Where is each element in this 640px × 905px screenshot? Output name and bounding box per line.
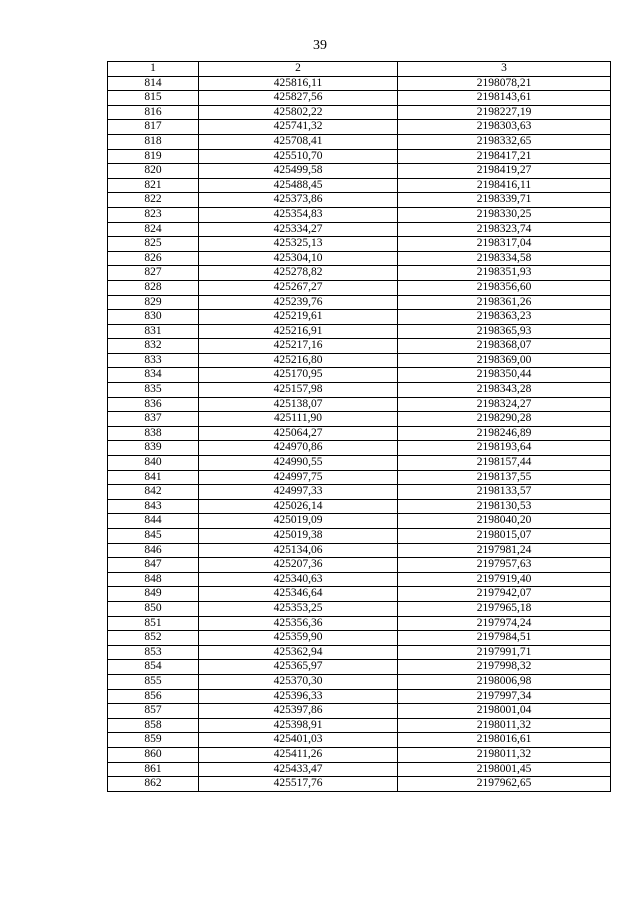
x-coordinate-cell: 425134,06	[199, 543, 398, 558]
x-coordinate-cell: 424997,75	[199, 470, 398, 485]
point-number-cell: 847	[108, 558, 199, 573]
x-coordinate-cell: 425370,30	[199, 674, 398, 689]
table-row	[108, 529, 611, 544]
point-number-cell: 862	[108, 777, 199, 792]
point-number-cell: 828	[108, 280, 199, 295]
table-row	[108, 266, 611, 281]
x-coordinate-cell: 425346,64	[199, 587, 398, 602]
point-number-cell: 826	[108, 251, 199, 266]
table-row	[108, 222, 611, 237]
x-coordinate-cell: 425499,58	[199, 164, 398, 179]
x-coordinate-cell: 425340,63	[199, 572, 398, 587]
x-coordinate-cell: 425325,13	[199, 237, 398, 252]
y-coordinate-cell: 2198350,44	[398, 368, 611, 383]
y-coordinate-cell: 2197957,63	[398, 558, 611, 573]
y-coordinate-cell: 2198011,32	[398, 747, 611, 762]
point-number-cell: 838	[108, 426, 199, 441]
y-coordinate-cell: 2198040,20	[398, 514, 611, 529]
y-coordinate-cell: 2197974,24	[398, 616, 611, 631]
table-row	[108, 324, 611, 339]
y-coordinate-cell: 2198416,11	[398, 178, 611, 193]
x-coordinate-cell: 425816,11	[199, 76, 398, 91]
x-coordinate-cell: 425217,16	[199, 339, 398, 354]
y-coordinate-cell: 2198157,44	[398, 456, 611, 471]
y-coordinate-cell: 2198339,71	[398, 193, 611, 208]
x-coordinate-cell: 425398,91	[199, 718, 398, 733]
x-coordinate-cell: 425138,07	[199, 397, 398, 412]
y-coordinate-cell: 2197919,40	[398, 572, 611, 587]
x-coordinate-cell: 425411,26	[199, 747, 398, 762]
x-coordinate-cell: 425026,14	[199, 499, 398, 514]
y-coordinate-cell: 2198015,07	[398, 529, 611, 544]
y-coordinate-cell: 2198324,27	[398, 397, 611, 412]
y-coordinate-cell: 2197998,32	[398, 660, 611, 675]
x-coordinate-cell: 424990,55	[199, 456, 398, 471]
y-coordinate-cell: 2197962,65	[398, 777, 611, 792]
table-row	[108, 514, 611, 529]
table-row	[108, 295, 611, 310]
point-number-cell: 814	[108, 76, 199, 91]
point-number-cell: 833	[108, 353, 199, 368]
x-coordinate-cell: 425019,09	[199, 514, 398, 529]
point-number-cell: 861	[108, 762, 199, 777]
x-coordinate-cell: 425354,83	[199, 207, 398, 222]
table-row	[108, 572, 611, 587]
table-row	[108, 120, 611, 135]
point-number-cell: 830	[108, 310, 199, 325]
x-coordinate-cell: 425216,91	[199, 324, 398, 339]
point-number-cell: 844	[108, 514, 199, 529]
table-row	[108, 412, 611, 427]
y-coordinate-cell: 2198361,26	[398, 295, 611, 310]
point-number-cell: 832	[108, 339, 199, 354]
table-row	[108, 237, 611, 252]
y-coordinate-cell: 2198016,61	[398, 733, 611, 748]
point-number-cell: 820	[108, 164, 199, 179]
x-coordinate-cell: 425304,10	[199, 251, 398, 266]
point-number-cell: 815	[108, 91, 199, 106]
x-coordinate-cell: 425396,33	[199, 689, 398, 704]
y-coordinate-cell: 2198290,28	[398, 412, 611, 427]
x-coordinate-cell: 425207,36	[199, 558, 398, 573]
table-body	[108, 76, 611, 791]
x-coordinate-cell: 425239,76	[199, 295, 398, 310]
x-coordinate-cell: 425278,82	[199, 266, 398, 281]
x-coordinate-cell: 425433,47	[199, 762, 398, 777]
point-number-cell: 845	[108, 529, 199, 544]
x-coordinate-cell: 425741,32	[199, 120, 398, 135]
table-row	[108, 718, 611, 733]
point-number-cell: 834	[108, 368, 199, 383]
y-coordinate-cell: 2198332,65	[398, 134, 611, 149]
y-coordinate-cell: 2197981,24	[398, 543, 611, 558]
x-coordinate-cell: 425334,27	[199, 222, 398, 237]
y-coordinate-cell: 2197984,51	[398, 631, 611, 646]
table-row	[108, 164, 611, 179]
y-coordinate-cell: 2198137,55	[398, 470, 611, 485]
y-coordinate-cell: 2198368,07	[398, 339, 611, 354]
x-coordinate-cell: 425401,03	[199, 733, 398, 748]
y-coordinate-cell: 2198369,00	[398, 353, 611, 368]
x-coordinate-cell: 425267,27	[199, 280, 398, 295]
table-row	[108, 441, 611, 456]
point-number-cell: 825	[108, 237, 199, 252]
point-number-cell: 831	[108, 324, 199, 339]
y-coordinate-cell: 2198330,25	[398, 207, 611, 222]
table-row	[108, 339, 611, 354]
point-number-cell: 819	[108, 149, 199, 164]
table-row	[108, 105, 611, 120]
y-coordinate-cell: 2198078,21	[398, 76, 611, 91]
x-coordinate-cell: 425356,36	[199, 616, 398, 631]
x-coordinate-cell: 425488,45	[199, 178, 398, 193]
table-row	[108, 76, 611, 91]
table-row	[108, 426, 611, 441]
point-number-cell: 816	[108, 105, 199, 120]
point-number-cell: 850	[108, 601, 199, 616]
x-coordinate-cell: 425111,90	[199, 412, 398, 427]
x-coordinate-cell: 425219,61	[199, 310, 398, 325]
x-coordinate-cell: 425064,27	[199, 426, 398, 441]
y-coordinate-cell: 2198343,28	[398, 383, 611, 398]
table-row	[108, 631, 611, 646]
table-row	[108, 456, 611, 471]
point-number-cell: 851	[108, 616, 199, 631]
table-row	[108, 134, 611, 149]
y-coordinate-cell: 2198419,27	[398, 164, 611, 179]
y-coordinate-cell: 2197965,18	[398, 601, 611, 616]
point-number-cell: 823	[108, 207, 199, 222]
table-row	[108, 645, 611, 660]
y-coordinate-cell: 2198011,32	[398, 718, 611, 733]
column-header-1: 1	[108, 62, 199, 77]
table-row	[108, 149, 611, 164]
table-row	[108, 280, 611, 295]
page-number: 39	[313, 38, 327, 53]
y-coordinate-cell: 2198143,61	[398, 91, 611, 106]
y-coordinate-cell: 2198193,64	[398, 441, 611, 456]
point-number-cell: 858	[108, 718, 199, 733]
column-header-3: 3	[398, 62, 611, 77]
y-coordinate-cell: 2198417,21	[398, 149, 611, 164]
table-row	[108, 601, 611, 616]
point-number-cell: 846	[108, 543, 199, 558]
table-row	[108, 368, 611, 383]
point-number-cell: 824	[108, 222, 199, 237]
table-row	[108, 91, 611, 106]
y-coordinate-cell: 2197997,34	[398, 689, 611, 704]
y-coordinate-cell: 2198356,60	[398, 280, 611, 295]
table-row	[108, 310, 611, 325]
point-number-cell: 840	[108, 456, 199, 471]
table-row	[108, 193, 611, 208]
point-number-cell: 835	[108, 383, 199, 398]
y-coordinate-cell: 2197942,07	[398, 587, 611, 602]
point-number-cell: 860	[108, 747, 199, 762]
table-row	[108, 674, 611, 689]
table-row	[108, 704, 611, 719]
x-coordinate-cell: 425365,97	[199, 660, 398, 675]
table-row	[108, 207, 611, 222]
point-number-cell: 841	[108, 470, 199, 485]
table-row	[108, 178, 611, 193]
x-coordinate-cell: 425019,38	[199, 529, 398, 544]
table-row	[108, 558, 611, 573]
x-coordinate-cell: 425353,25	[199, 601, 398, 616]
table-row	[108, 499, 611, 514]
point-number-cell: 848	[108, 572, 199, 587]
point-number-cell: 837	[108, 412, 199, 427]
table-row	[108, 587, 611, 602]
x-coordinate-cell: 425157,98	[199, 383, 398, 398]
x-coordinate-cell: 425359,90	[199, 631, 398, 646]
point-number-cell: 852	[108, 631, 199, 646]
y-coordinate-cell: 2198351,93	[398, 266, 611, 281]
y-coordinate-cell: 2198363,23	[398, 310, 611, 325]
point-number-cell: 859	[108, 733, 199, 748]
table-row	[108, 616, 611, 631]
table-row	[108, 733, 611, 748]
table-row	[108, 383, 611, 398]
point-number-cell: 829	[108, 295, 199, 310]
table-row	[108, 397, 611, 412]
x-coordinate-cell: 424970,86	[199, 441, 398, 456]
x-coordinate-cell: 425708,41	[199, 134, 398, 149]
x-coordinate-cell: 425373,86	[199, 193, 398, 208]
table-row	[108, 747, 611, 762]
table-row	[108, 689, 611, 704]
point-number-cell: 817	[108, 120, 199, 135]
y-coordinate-cell: 2198365,93	[398, 324, 611, 339]
y-coordinate-cell: 2198317,04	[398, 237, 611, 252]
point-number-cell: 821	[108, 178, 199, 193]
y-coordinate-cell: 2198001,45	[398, 762, 611, 777]
point-number-cell: 843	[108, 499, 199, 514]
x-coordinate-cell: 425510,70	[199, 149, 398, 164]
x-coordinate-cell: 425397,86	[199, 704, 398, 719]
y-coordinate-cell: 2198001,04	[398, 704, 611, 719]
y-coordinate-cell: 2198323,74	[398, 222, 611, 237]
point-number-cell: 842	[108, 485, 199, 500]
point-number-cell: 857	[108, 704, 199, 719]
table-row	[108, 251, 611, 266]
x-coordinate-cell: 424997,33	[199, 485, 398, 500]
point-number-cell: 856	[108, 689, 199, 704]
y-coordinate-cell: 2198303,63	[398, 120, 611, 135]
y-coordinate-cell: 2198227,19	[398, 105, 611, 120]
table-header	[108, 62, 611, 77]
table-row	[108, 777, 611, 792]
y-coordinate-cell: 2198133,57	[398, 485, 611, 500]
point-number-cell: 853	[108, 645, 199, 660]
table-row	[108, 660, 611, 675]
point-number-cell: 822	[108, 193, 199, 208]
x-coordinate-cell: 425362,94	[199, 645, 398, 660]
header-row	[108, 62, 611, 77]
table-row	[108, 543, 611, 558]
y-coordinate-cell: 2197991,71	[398, 645, 611, 660]
coordinates-table	[107, 61, 611, 792]
point-number-cell: 854	[108, 660, 199, 675]
point-number-cell: 818	[108, 134, 199, 149]
table-row	[108, 485, 611, 500]
point-number-cell: 827	[108, 266, 199, 281]
point-number-cell: 855	[108, 674, 199, 689]
table-row	[108, 762, 611, 777]
x-coordinate-cell: 425827,56	[199, 91, 398, 106]
x-coordinate-cell: 425802,22	[199, 105, 398, 120]
y-coordinate-cell: 2198006,98	[398, 674, 611, 689]
table-row	[108, 353, 611, 368]
y-coordinate-cell: 2198334,58	[398, 251, 611, 266]
x-coordinate-cell: 425216,80	[199, 353, 398, 368]
point-number-cell: 836	[108, 397, 199, 412]
point-number-cell: 839	[108, 441, 199, 456]
x-coordinate-cell: 425517,76	[199, 777, 398, 792]
column-header-2: 2	[199, 62, 398, 77]
y-coordinate-cell: 2198130,53	[398, 499, 611, 514]
y-coordinate-cell: 2198246,89	[398, 426, 611, 441]
table-row	[108, 470, 611, 485]
x-coordinate-cell: 425170,95	[199, 368, 398, 383]
point-number-cell: 849	[108, 587, 199, 602]
